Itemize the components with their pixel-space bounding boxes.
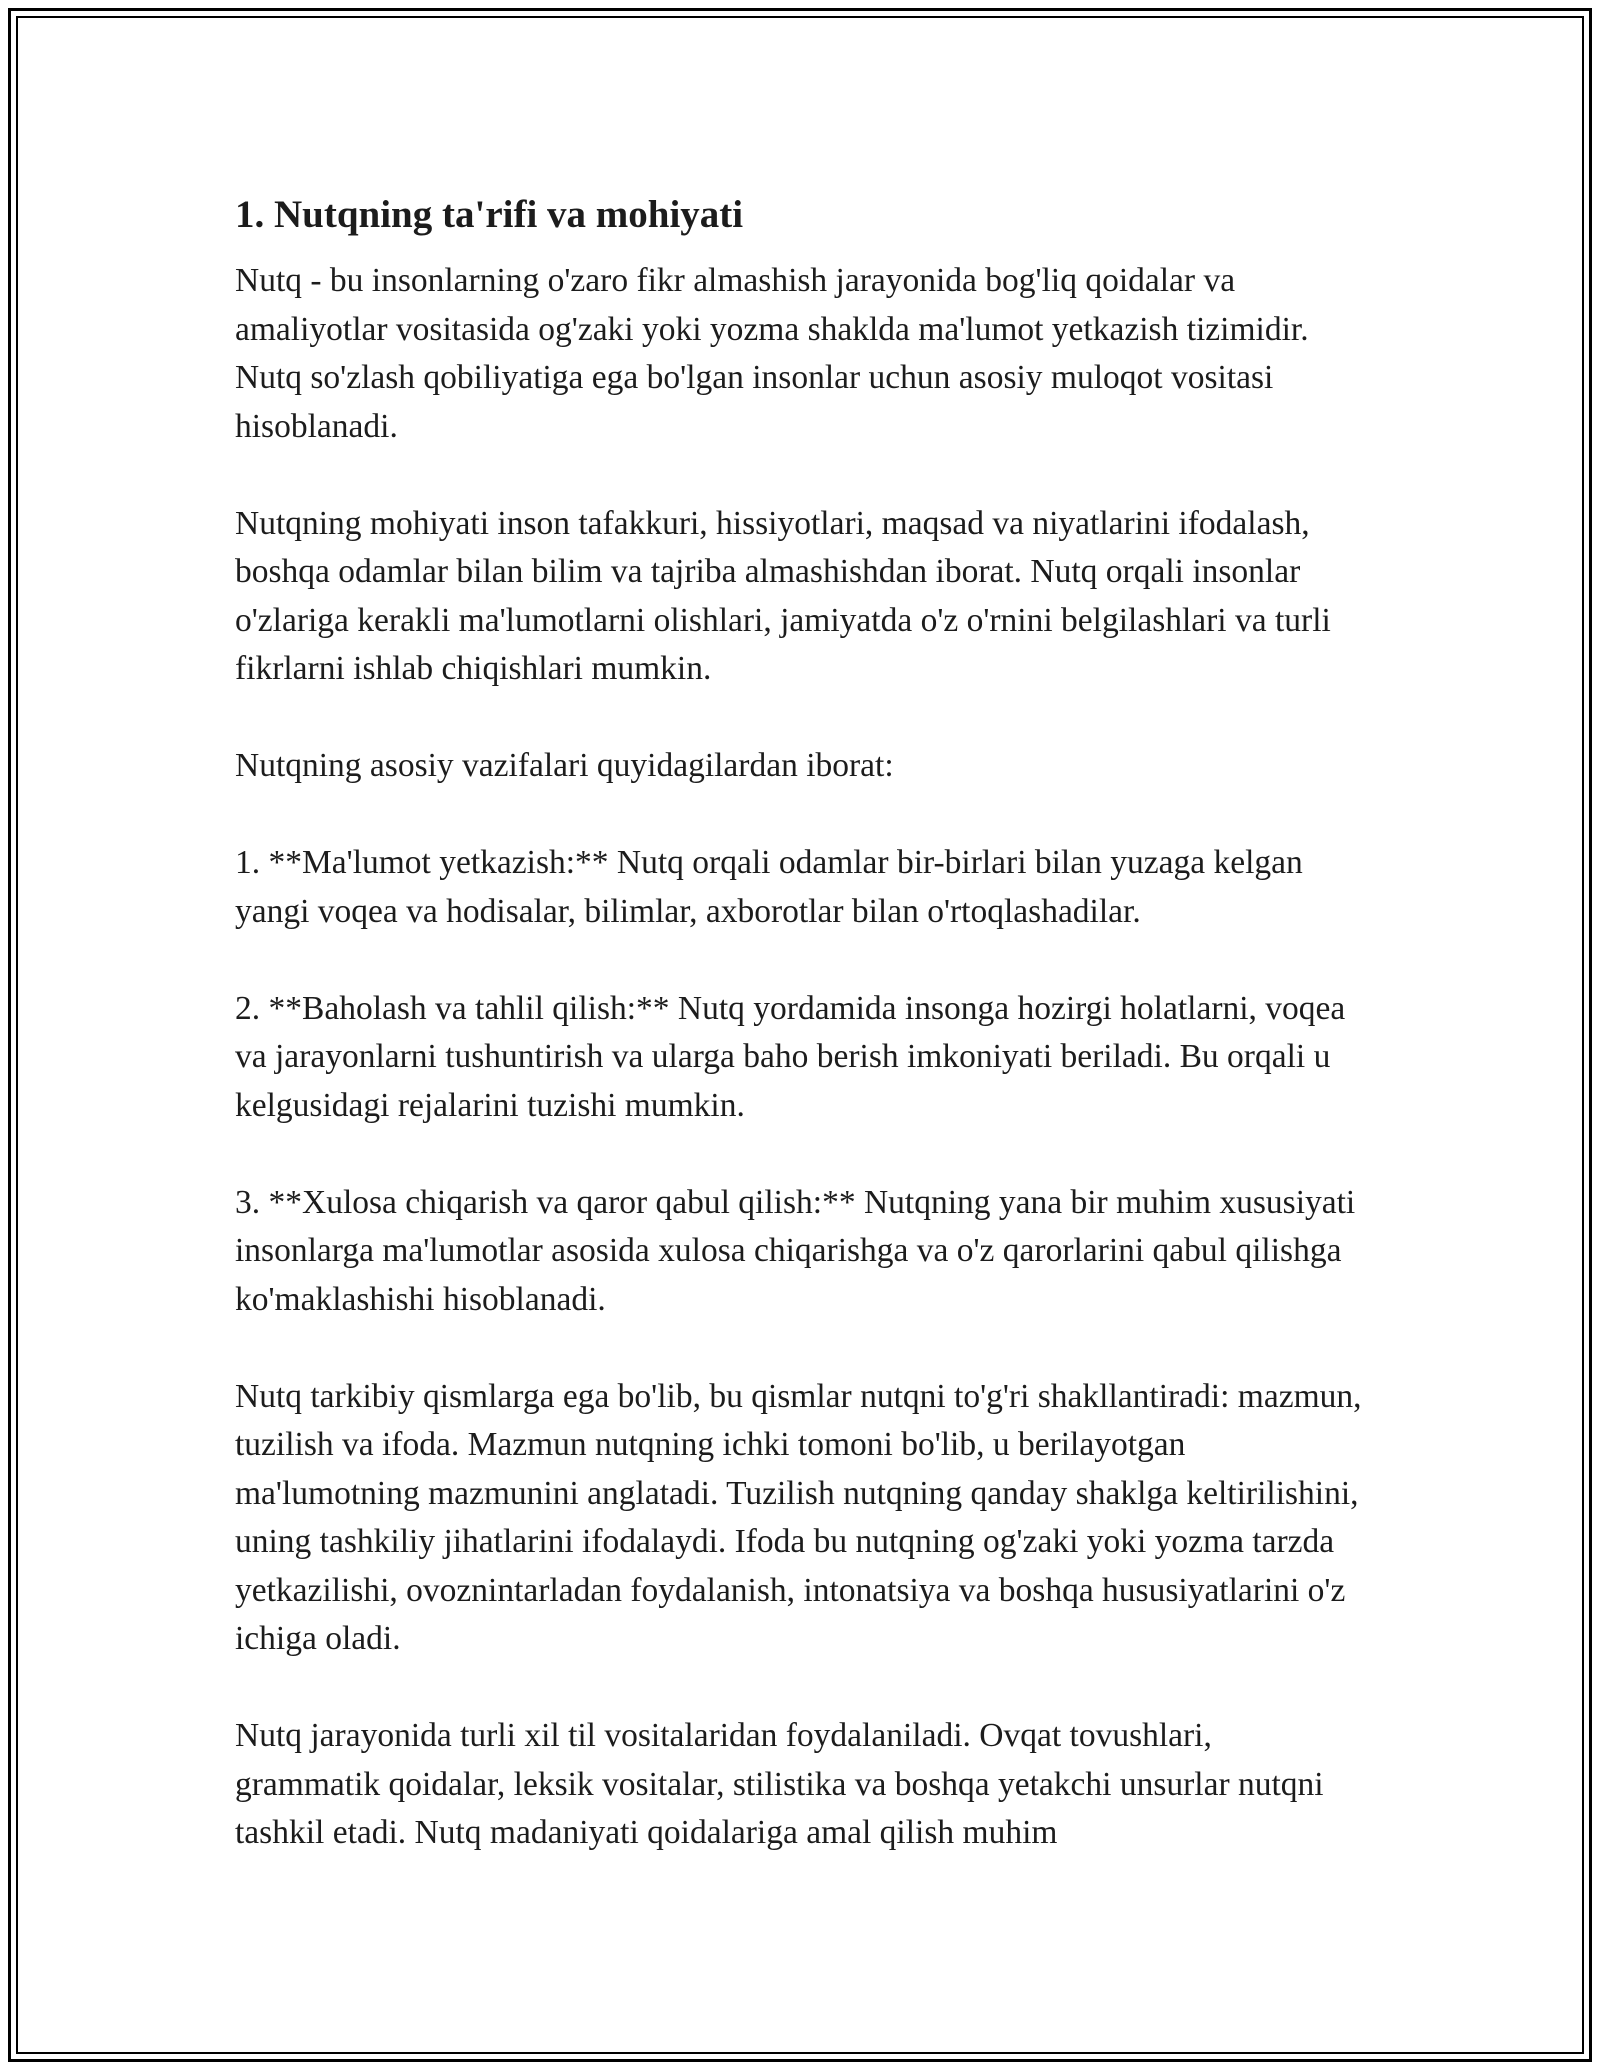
paragraph-language-means: Nutq jarayonida turli xil til vositalaridan foydalaniladi. Ovqat tovushlari, grammatik qoidalar, leksik vositalar, stilistika va boshqa yetakchi unsurlar nutqni tashkil etadi. Nutq madaniyati qoidalariga amal qilish muhim [235, 1717, 1324, 1851]
paragraph-components: Nutq tarkibiy qismlarga ega bo'lib, bu qismlar nutqni to'g'ri shakllantiradi: mazmun, tuzilish va ifoda. Mazmun nutqning ichki tomoni bo'lib, u berilayotgan ma'lumotning mazmunini anglatadi. Tuzilish nutqning qanday shaklga keltirilishini, uning tashkiliy jihatlarini ifodalaydi. Ifoda bu nutqning og'zaki yoki yozma tarzda yetkazilishi, ovoznintarladan foydalanish, intonatsiya va boshqa hususiyatlarini o'z ichiga oladi. [235, 1377, 1362, 1657]
paragraph-essence: Nutqning mohiyati inson tafakkuri, hissiyotlari, maqsad va niyatlarini ifodalash, boshqa odamlar bilan bilim va tajriba almashishdan iborat. Nutq orqali insonlar o'zlariga kerakli ma'lumotlarni olishlari, jamiyatda o'z o'rnini belgilashlari va turli fikrlarni ishlab chiqishlari mumkin. [235, 504, 1331, 687]
list-item-information: 1. **Ma'lumot yetkazish:** Nutq orqali odamlar bir-birlari bilan yuzaga kelgan yangi voqea va hodisalar, bilimlar, axborotlar bilan o'rtoqlashadilar. [235, 844, 1303, 930]
list-item-evaluation: 2. **Baholash va tahlil qilish:** Nutq yordamida insonga hozirgi holatlarni, voqea va jarayonlarni tushuntirish va ularga baho berish imkoniyati beriladi. Bu orqali u kelgusidagi rejalarini tuzishi mumkin. [235, 989, 1346, 1124]
paragraph-definition: Nutq - bu insonlarning o'zaro fikr almashish jarayonida bog'liq qoidalar va amaliyotlar vositasida og'zaki yoki yozma shaklda ma'lumot yetkazish tizimidir. Nutq so'zlash qobiliyatiga ega bo'lgan insonlar uchun asosiy muloqot vositasi hisoblanadi. [235, 262, 1309, 445]
document-body [235, 187, 1365, 1906]
list-item-conclusion: 3. **Xulosa chiqarish va qaror qabul qilish:** Nutqning yana bir muhim xususiyati insonlarga ma'lumotlar asosida xulosa chiqarishga va o'z qarorlarini qabul qilishga ko'maklashishi hisoblanadi. [235, 1183, 1356, 1318]
section-heading: 1. Nutqning ta'rifi va mohiyati [235, 193, 744, 236]
paragraph-functions-intro: Nutqning asosiy vazifalari quyidagilardan iborat: [235, 747, 894, 784]
